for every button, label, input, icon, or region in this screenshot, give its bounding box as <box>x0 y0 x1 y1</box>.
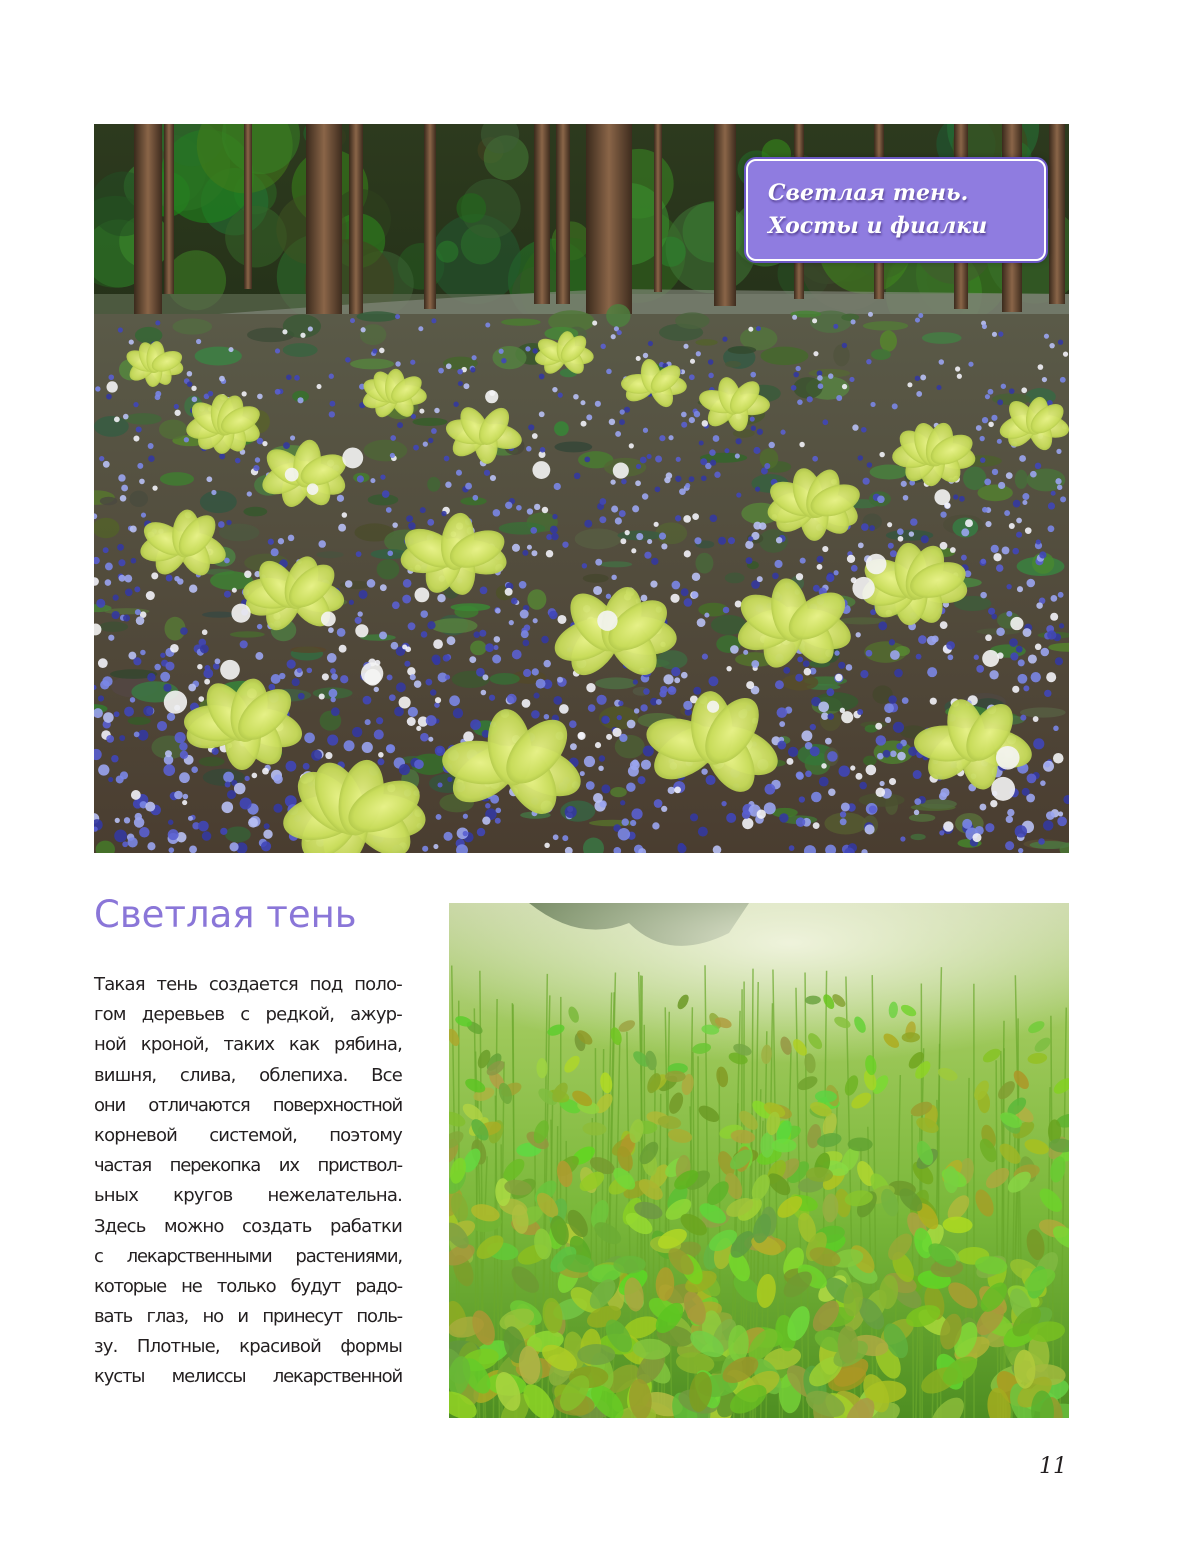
tree-trunk <box>654 124 662 292</box>
photo-caption-box <box>746 159 1046 261</box>
body-line: вать глаз, но и принесут поль- <box>94 1306 402 1328</box>
tree-trunk <box>1049 124 1065 304</box>
body-line: гом деревьев с редкой, ажур- <box>94 1004 402 1026</box>
caption-line-2: Хосты и фиалки <box>768 213 988 239</box>
section-heading: Светлая тень <box>94 893 357 936</box>
body-line: вишня, слива, облепиха. Все <box>94 1064 402 1086</box>
tree-trunk <box>424 124 436 309</box>
tree-trunk <box>586 124 632 324</box>
tree-trunk <box>244 124 252 289</box>
body-line: которые не только будут радо- <box>94 1275 402 1297</box>
tree-trunk <box>134 124 162 329</box>
body-line: с лекарственными растениями, <box>94 1245 402 1267</box>
body-line: кусты мелиссы лекарственной <box>94 1366 402 1388</box>
body-paragraph <box>94 970 402 1393</box>
body-line: Здесь можно создать рабатки <box>94 1215 402 1237</box>
body-line: они отличаются поверхностной <box>94 1094 402 1116</box>
melissa-photo <box>449 903 1069 1418</box>
tree-trunk <box>556 124 570 304</box>
body-line: частая перекопка их приствол- <box>94 1155 402 1177</box>
page-number: 11 <box>1039 1454 1067 1479</box>
caption-line-1: Светлая тень. <box>768 180 969 206</box>
tree-trunk <box>164 124 174 294</box>
tree-trunk <box>306 124 342 334</box>
tree-trunk <box>349 124 363 314</box>
body-line: корневой системой, поэтому <box>94 1124 402 1146</box>
body-line: зу. Плотные, красивой формы <box>94 1336 402 1358</box>
melissa-image <box>449 903 1069 1418</box>
body-line: ьных кругов нежелательна. <box>94 1185 402 1207</box>
tree-trunk <box>714 124 736 306</box>
body-line: Такая тень создается под поло- <box>94 974 402 995</box>
tree-trunk <box>534 124 550 304</box>
body-line: ной кроной, таких как рябина, <box>94 1034 402 1056</box>
